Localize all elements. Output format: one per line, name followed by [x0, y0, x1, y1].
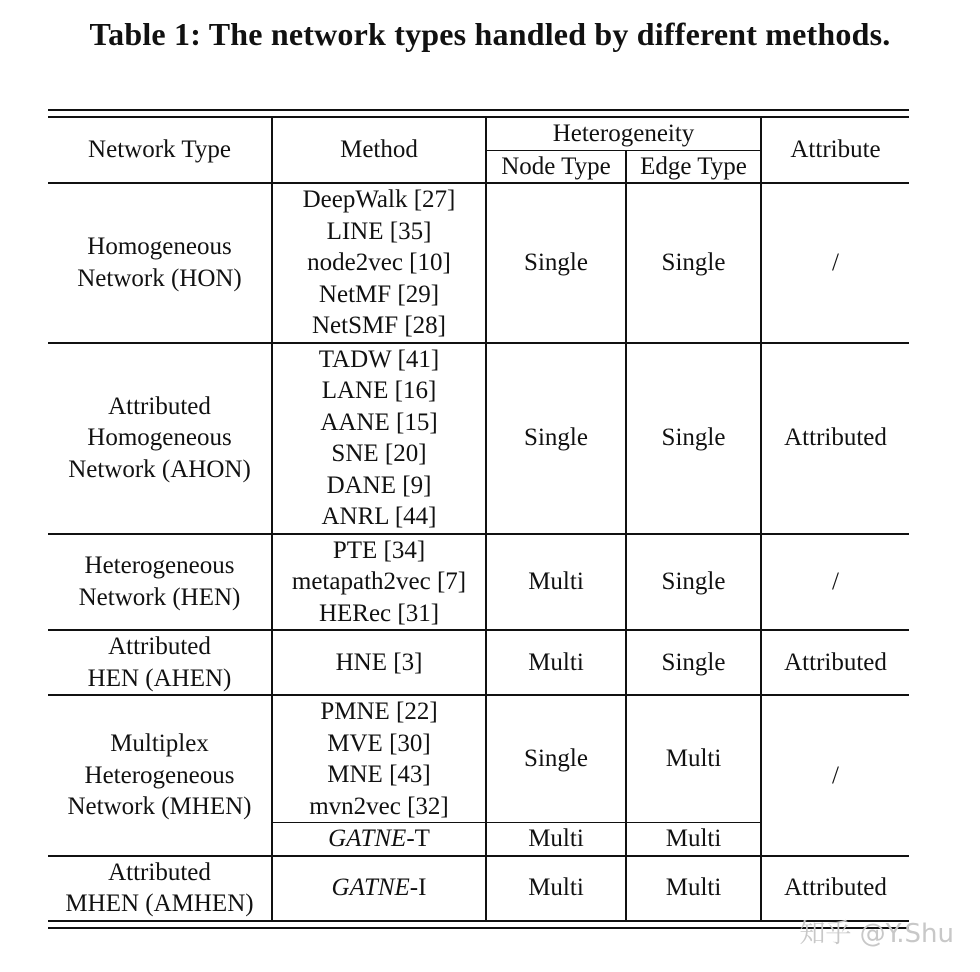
- table-row-ahen: [48, 630, 909, 695]
- network-type-cell: Attributed Homogeneous Network (AHON): [48, 343, 272, 534]
- table-row-ahon: [48, 343, 909, 534]
- method-name-italic: GATNE: [328, 825, 407, 852]
- table-row-hon: [48, 183, 909, 343]
- table-row-mhen: [48, 695, 909, 823]
- attribute-cell: /: [761, 695, 909, 856]
- edge-type-cell: Single: [626, 534, 761, 631]
- attribute-cell: /: [761, 534, 909, 631]
- attribute-cell: Attributed: [761, 343, 909, 534]
- method-cell: DeepWalk [27] LINE [35] node2vec [10] NetMF [29] NetSMF [28]: [272, 183, 486, 343]
- network-type-cell: Multiplex Heterogeneous Network (MHEN): [48, 695, 272, 856]
- node-type-cell: Multi: [486, 630, 626, 695]
- node-type-cell: Single: [486, 343, 626, 534]
- network-types-table: [48, 109, 909, 929]
- header-method: Method: [272, 118, 486, 183]
- attribute-cell: Attributed: [761, 630, 909, 695]
- attribute-cell: Attributed: [761, 856, 909, 920]
- edge-type-cell: Multi: [626, 856, 761, 920]
- table-row-hen: [48, 534, 909, 631]
- header-network-type: Network Type: [48, 118, 272, 183]
- method-name-italic: GATNE: [331, 874, 410, 902]
- network-type-cell: Attributed HEN (AHEN): [48, 630, 272, 695]
- node-type-cell: Single: [486, 183, 626, 343]
- method-cell: GATNE-T: [272, 823, 486, 856]
- network-type-cell: Attributed MHEN (AMHEN): [48, 856, 272, 920]
- method-cell: GATNE-I: [272, 856, 486, 920]
- header-attribute: Attribute: [790, 136, 881, 164]
- network-type-cell: Heterogeneous Network (HEN): [48, 534, 272, 631]
- edge-type-cell: Single: [626, 183, 761, 343]
- table-caption: Table 1: The network types handled by different methods.: [89, 16, 891, 52]
- header-node-type: Node Type: [486, 150, 626, 183]
- attribute-cell: /: [761, 183, 909, 343]
- bottom-rule-outer: [48, 927, 909, 929]
- edge-type-cell: Multi: [626, 695, 761, 823]
- edge-type-cell: Single: [626, 630, 761, 695]
- watermark: 知乎 @Y.Shu: [799, 919, 954, 949]
- edge-type-cell: Multi: [626, 823, 761, 856]
- node-type-cell: Multi: [486, 856, 626, 920]
- header-heterogeneity: Heterogeneity: [486, 118, 761, 150]
- node-type-cell: Single: [486, 695, 626, 823]
- node-type-cell: Multi: [486, 823, 626, 856]
- method-cell: PMNE [22] MVE [30] MNE [43] mvn2vec [32]: [272, 695, 486, 823]
- header-row-1: [48, 118, 909, 150]
- header-edge-type: Edge Type: [626, 150, 761, 183]
- table-row-amhen: [48, 856, 909, 920]
- network-type-cell: Homogeneous Network (HON): [48, 183, 272, 343]
- edge-type-cell: Single: [626, 343, 761, 534]
- node-type-cell: Multi: [486, 534, 626, 631]
- method-cell: TADW [41] LANE [16] AANE [15] SNE [20] DANE [9] ANRL [44]: [272, 343, 486, 534]
- method-cell: HNE [3]: [272, 630, 486, 695]
- method-cell: PTE [34] metapath2vec [7] HERec [31]: [272, 534, 486, 631]
